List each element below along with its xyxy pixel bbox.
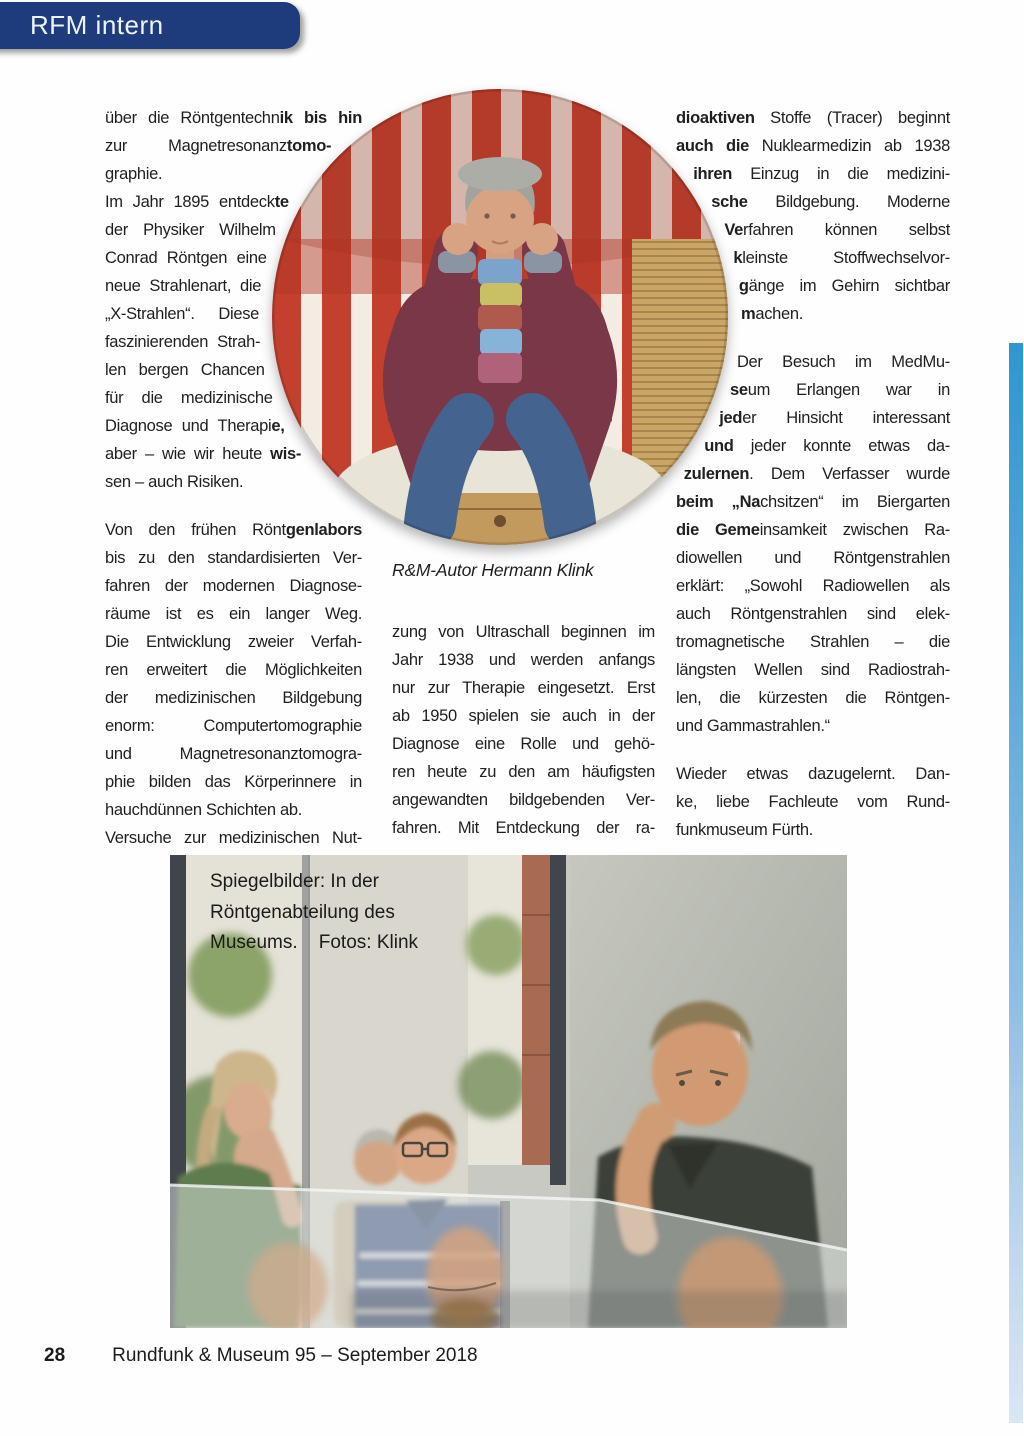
text-column-middle — [392, 556, 655, 842]
section-badge — [0, 2, 300, 49]
text-line: neue Strahlenart, die — [105, 277, 262, 295]
text-line: ab 1950 spielen sie auch in der — [392, 707, 655, 725]
text-line: ren erweitert die Möglichkeiten — [105, 661, 362, 679]
page-edge-accent-bar — [1009, 343, 1023, 1423]
text-line: fahren der modernen Diagnose- — [105, 577, 362, 595]
text-line: graphie. — [105, 165, 163, 183]
caption-line: Museums. Fotos: Klink — [210, 932, 419, 953]
text-line: Versuche zur medizinischen Nut- — [105, 829, 362, 847]
text-line: fahren. Mit Entdeckung der ra- — [392, 819, 655, 837]
text-line: kleinste Stoffwechselvor- — [733, 249, 950, 267]
text-line: faszinierenden Strah- — [105, 333, 261, 351]
text-line: sen – auch Risiken. — [105, 473, 244, 491]
text-line: und Gammastrahlen.“ — [676, 717, 830, 735]
strandkorb-portrait-illustration — [272, 89, 728, 545]
author-portrait-photo — [272, 89, 728, 545]
text-line: „X-Strahlen“. Diese — [105, 305, 260, 323]
middle-column-paragraphs — [392, 618, 655, 842]
text-line: zung von Ultraschall beginnen im — [392, 623, 655, 641]
text-line: ke, liebe Fachleute vom Rund- — [676, 793, 950, 811]
museum-photo-caption — [210, 867, 418, 959]
text-line: erklärt: „Sowohl Radiowellen als — [676, 577, 950, 595]
text-line: zur Magnetresonanztomo- — [105, 137, 332, 155]
text-line: Der Besuch im MedMu- — [736, 353, 950, 371]
text-line: ren heute zu den am häufigsten — [392, 763, 655, 781]
text-line: funkmuseum Fürth. — [676, 821, 814, 839]
paragraph — [676, 104, 950, 328]
text-line: bis zu den standardisierten Ver- — [105, 549, 362, 567]
text-column-right — [676, 104, 950, 844]
text-line: und jeder konnte etwas da- — [704, 437, 950, 455]
text-line: enorm: Computertomographie — [105, 717, 362, 735]
page-number: 28 — [44, 1345, 66, 1366]
text-line: angewandten bildgebenden Ver- — [392, 791, 655, 809]
portrait-caption: R&M-Autor Hermann Klink — [392, 560, 594, 580]
text-line: für die medizinische — [105, 389, 273, 407]
text-line: der Physiker Wilhelm — [105, 221, 276, 239]
text-line: dioaktiven Stoffe (Tracer) beginnt — [676, 109, 950, 127]
text-line: seum Erlangen war in — [729, 381, 950, 399]
text-line: Die Entwicklung zweier Verfah- — [105, 633, 362, 651]
text-line: tromagnetische Strahlen – die — [676, 633, 950, 651]
text-line: Wieder etwas dazugelernt. Dan- — [676, 765, 950, 783]
text-line: Von den frühen Röntgenlabors — [105, 521, 362, 539]
page-footer — [44, 1345, 478, 1367]
text-line: längsten Wellen sind Radiostrah- — [676, 661, 950, 679]
text-line: sche Bildgebung. Moderne — [711, 193, 950, 211]
paragraph — [392, 618, 655, 842]
paragraph — [676, 348, 950, 740]
text-line: ihren Einzug in die medizini- — [693, 165, 950, 183]
text-line: jeder Hinsicht interessant — [719, 409, 950, 427]
text-line: Diagnose eine Rolle und gehö- — [392, 735, 655, 753]
text-line: aber – wie wir heute wis- — [105, 445, 302, 463]
text-line: nur zur Therapie eingesetzt. Erst — [392, 679, 655, 697]
paragraph — [105, 516, 362, 852]
text-line: Diagnose und Therapie, — [105, 417, 285, 435]
text-line: über die Röntgentechnik bis hin — [105, 109, 362, 127]
caption-line: Spiegelbilder: In der — [210, 871, 379, 892]
text-line: zulernen. Dem Verfasser wurde — [683, 465, 950, 483]
text-line: diowellen und Röntgenstrahlen — [676, 549, 950, 567]
text-line: phie bilden das Körperinnere in — [105, 773, 362, 791]
text-line: hauchdünnen Schichten ab. — [105, 801, 303, 819]
footer-text: Rundfunk & Museum 95 – September 2018 — [112, 1345, 478, 1366]
paragraph — [676, 760, 950, 844]
text-line: gänge im Gehirn sichtbar — [738, 277, 950, 295]
text-line: len, die kürzesten die Röntgen- — [676, 689, 950, 707]
text-line: Im Jahr 1895 entdeckte — [105, 193, 289, 211]
text-line: der medizinischen Bildgebung — [105, 689, 362, 707]
text-line: beim „Nachsitzen“ im Biergarten — [676, 493, 950, 511]
museum-photo — [170, 855, 847, 1328]
text-line: Verfahren können selbst — [724, 221, 950, 239]
caption-line: Röntgenabteilung des — [210, 901, 395, 923]
text-line: Conrad Röntgen eine — [105, 249, 267, 267]
text-line: auch die Nuklearmedizin ab 1938 — [676, 137, 950, 155]
section-badge-label: RFM intern — [30, 10, 164, 40]
text-line: die Gemeinsamkeit zwischen Ra- — [676, 521, 950, 539]
text-line: machen. — [740, 305, 804, 323]
text-line: len bergen Chancen — [105, 361, 265, 379]
text-line: auch Röntgenstrahlen sind elek- — [676, 605, 950, 623]
text-line: und Magnetresonanztomogra- — [105, 745, 362, 763]
text-line: räume ist es ein langer Weg. — [105, 605, 362, 623]
text-line: Jahr 1938 und werden anfangs — [392, 651, 655, 669]
